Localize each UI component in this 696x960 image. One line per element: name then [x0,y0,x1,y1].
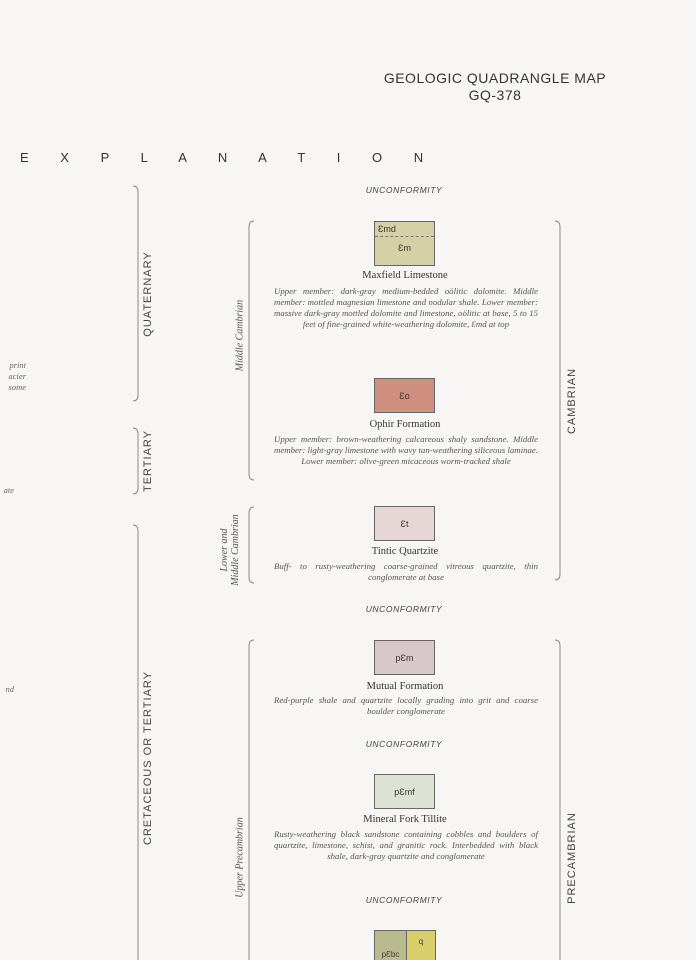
middle-cambrian-bracket [249,221,254,480]
unit-name-ophir: Ophir Formation [369,419,441,430]
epoch-label-upper-precambrian: Upper Precambrian [234,817,246,898]
fragment-line: acier [8,371,26,381]
cretaceous-bracket [133,525,138,960]
period-label-tertiary: TERTIARY [142,430,154,492]
fragment-line: print [9,360,26,370]
unit-symbol-bottom-right: q [406,930,436,960]
explanation-heading: E X P L A N A T I O N [20,150,438,165]
unit-symbol-box-mutual: pƐm [374,640,435,675]
quaternary-bracket [133,186,138,401]
map-title-line1: GEOLOGIC QUADRANGLE MAP [383,70,607,86]
unit-symbol-bottom-left: pƐbc [374,930,406,960]
unit-name-tintic: Tintic Quartzite [371,546,439,557]
unit-description-maxfield: Upper member: dark-gray medium-bedded oölitic dolomite. Middle member: mottled magnesian limestone and nodular shale. Lower member: massive dark-gray mottled dolomite and limestone, oölitic at base, 5 to 15 feet of fine-grained white-weathering dolomite, Ɛmd at top [274,286,538,329]
epoch-label-line: Middle Cambrian [230,514,241,586]
cambrian-bracket [555,221,560,580]
upper-precambrian-bracket [249,640,254,960]
unit-description-mineral-fork: Rusty-weathering black sandstone containing cobbles and boulders of quartzite, limestone, schist, and granitic rock. Interbedded with black shale, dark-gray quartzite and conglomerate [274,829,538,861]
unit-description-tintic: Buff- to rusty-weathering coarse-grained vitreous quartzite, thin conglomerate at base [274,561,538,582]
tertiary-bracket [133,428,138,494]
epoch-label-line: Lower and [219,528,230,572]
map-title-line2: GQ-378 [468,87,522,103]
unit-symbol-box-bottom [374,930,436,960]
unit-name-mineral-fork: Mineral Fork Tillite [363,814,447,825]
epoch-label-middle-cambrian: Middle Cambrian [234,299,246,372]
unit-symbol-maxfield-top: Ɛmd [375,222,434,237]
unit-description-mutual: Red-purple shale and quartzite locally grading into grit and coarse boulder conglomerate [274,695,538,716]
unit-name-maxfield: Maxfield Limestone [362,270,448,281]
unit-symbol-box-maxfield [374,221,435,266]
precambrian-bracket [555,640,560,960]
period-label-quaternary: QUATERNARY [142,251,154,337]
period-label-precambrian: PRECAMBRIAN [566,812,578,904]
lower-middle-cambrian-bracket [249,507,254,583]
unit-symbol-box-ophir: Ɛo [374,378,435,413]
unit-symbol-box-mineral-fork: pƐmf [374,774,435,809]
epoch-label-lower-middle-cambrian [219,500,241,600]
unconformity-label: UNCONFORMITY [365,895,443,905]
unit-symbol-maxfield-bottom: Ɛm [398,243,411,253]
unit-name-mutual: Mutual Formation [366,681,444,692]
left-fragment-text: ate [3,485,14,495]
unit-description-ophir: Upper member: brown-weathering calcareous shaly sandstone. Middle member: light-gray limestone with wavy tan-weathering siliceous laminae. Lower member: olive-green micaceous worm-tracked shale [274,434,538,466]
unconformity-label: UNCONFORMITY [365,185,443,195]
unit-symbol-box-tintic: Ɛt [374,506,435,541]
period-label-cambrian: CAMBRIAN [566,367,578,435]
left-fragment-text: nd [5,684,14,694]
unconformity-label: UNCONFORMITY [365,604,443,614]
fragment-line: some [8,382,26,392]
unconformity-label: UNCONFORMITY [365,739,443,749]
period-label-cretaceous-or-tertiary: CRETACEOUS OR TERTIARY [142,671,154,845]
